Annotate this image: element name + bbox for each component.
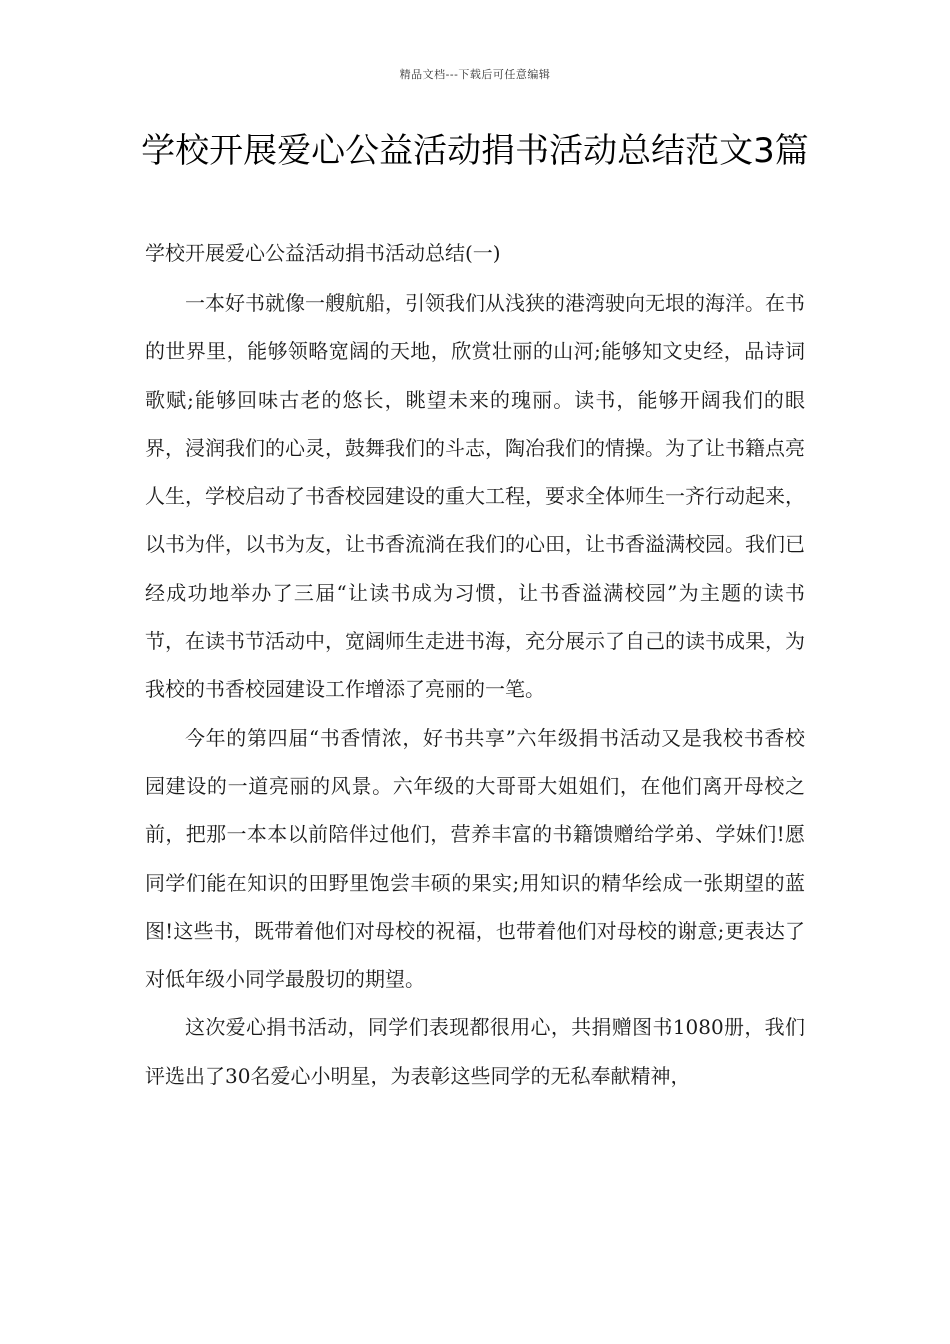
paragraph-2: 今年的第四届“书香情浓，好书共享”六年级捐书活动又是我校书香校园建设的一道亮丽的风景。六年级的大哥哥大姐姐们，在他们离开母校之前，把那一本本以前陪伴过他们，营养丰富的书籍馈赠给学弟、学妹们!愿同学们能在知识的田野里饱尝丰硕的果实;用知识的精华绘成一张期望的蓝图!这些书，既带着他们对母校的祝福，也带着他们对母校的谢意;更表达了对低年级小同学最殷切的期望。 <box>145 725 805 992</box>
section-heading: 学校开展爱心公益活动捐书活动总结(一) <box>145 241 501 265</box>
document-title: 学校开展爱心公益活动捐书活动总结范文3篇 <box>141 131 809 171</box>
paragraph-3: 这次爱心捐书活动，同学们表现都很用心，共捐赠图书1080册，我们评选出了30名爱心小明星，为表彰这些同学的无私奉献精神， <box>145 1015 805 1088</box>
paragraph-1: 一本好书就像一艘航船，引领我们从浅狭的港湾驶向无垠的海洋。在书的世界里，能够领略宽阔的天地，欣赏壮丽的山河;能够知文史经，品诗词歌赋;能够回味古老的悠长，眺望未来的瑰丽。读书，能够开阔我们的眼界，浸润我们的心灵，鼓舞我们的斗志，陶冶我们的情操。为了让书籍点亮人生，学校启动了书香校园建设的重大工程，要求全体师生一齐行动起来，以书为伴，以书为友，让书香流淌在我们的心田，让书香溢满校园。我们已经成功地举办了三届“让读书成为习惯，让书香溢满校园”为主题的读书节，在读书节活动中，宽阔师生走进书海，充分展示了自己的读书成果，为我校的书香校园建设工作增添了亮丽的一笔。 <box>145 291 805 702</box>
header-note: 精品文档---下载后可任意编辑 <box>399 68 551 81</box>
document-body <box>145 233 805 1100</box>
